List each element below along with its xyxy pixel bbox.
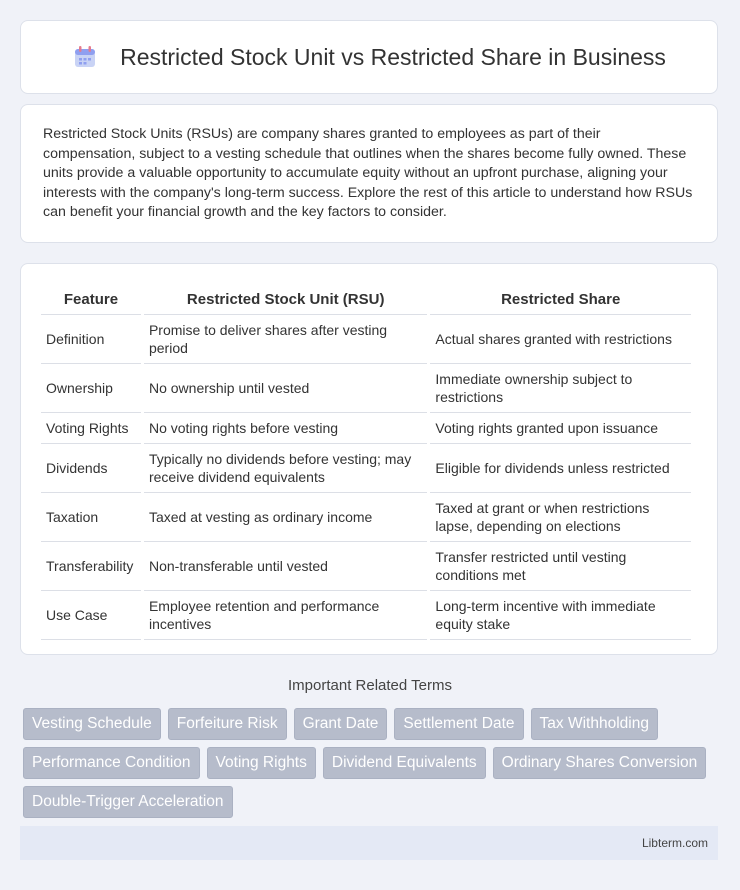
rsu-cell: Promise to deliver shares after vesting period <box>144 315 427 364</box>
feature-cell: Definition <box>41 315 141 364</box>
restricted-share-cell: Eligible for dividends unless restricted <box>430 444 691 493</box>
header-restricted-share: Restricted Share <box>430 282 691 315</box>
restricted-share-cell: Taxed at grant or when restrictions lapse, depending on elections <box>430 493 691 542</box>
term-tag[interactable]: Forfeiture Risk <box>168 708 287 740</box>
restricted-share-cell: Long-term incentive with immediate equity stake <box>430 591 691 640</box>
term-tag[interactable]: Grant Date <box>294 708 388 740</box>
intro-card <box>20 104 718 243</box>
rsu-cell: Typically no dividends before vesting; may receive dividend equivalents <box>144 444 427 493</box>
calendar-icon <box>72 44 98 70</box>
feature-cell: Voting Rights <box>41 413 141 444</box>
feature-cell: Use Case <box>41 591 141 640</box>
term-tag[interactable]: Dividend Equivalents <box>323 747 486 779</box>
table-row <box>41 413 691 444</box>
term-tag[interactable]: Performance Condition <box>23 747 200 779</box>
header-rsu: Restricted Stock Unit (RSU) <box>144 282 427 315</box>
term-tag[interactable]: Ordinary Shares Conversion <box>493 747 707 779</box>
footer-site-link[interactable]: Libterm.com <box>641 836 708 850</box>
table-row <box>41 315 691 364</box>
table-row <box>41 591 691 640</box>
feature-cell: Dividends <box>41 444 141 493</box>
rsu-cell: Employee retention and performance incentives <box>144 591 427 640</box>
rsu-cell: Taxed at vesting as ordinary income <box>144 493 427 542</box>
table-row <box>41 444 691 493</box>
intro-text: Restricted Stock Units (RSUs) are company shares granted to employees as part of their compensation, subject to a vesting schedule that outlines when the shares become fully owned. These units provide a valuable opportunity to accumulate equity without an upfront purchase, aligning your interests with the company's long-term success. Explore the rest of this article to understand how RSUs can benefit your financial growth and the key factors to consider. <box>43 126 693 220</box>
term-tag[interactable]: Vesting Schedule <box>23 708 161 740</box>
restricted-share-cell: Immediate ownership subject to restrictions <box>430 364 691 413</box>
table-row <box>41 542 691 591</box>
header-feature: Feature <box>41 282 141 315</box>
table-row <box>41 364 691 413</box>
feature-cell: Taxation <box>41 493 141 542</box>
page-title: Restricted Stock Unit vs Restricted Share in Business <box>120 43 666 70</box>
related-terms-heading: Important Related Terms <box>288 677 452 694</box>
term-tag[interactable]: Settlement Date <box>394 708 523 740</box>
related-terms-list <box>23 708 723 818</box>
rsu-cell: No voting rights before vesting <box>144 413 427 444</box>
rsu-cell: Non-transferable until vested <box>144 542 427 591</box>
term-tag[interactable]: Tax Withholding <box>531 708 658 740</box>
feature-cell: Transferability <box>41 542 141 591</box>
restricted-share-cell: Voting rights granted upon issuance <box>430 413 691 444</box>
title-card <box>20 20 718 94</box>
term-tag[interactable]: Double-Trigger Acceleration <box>23 786 233 818</box>
footer <box>20 826 718 860</box>
restricted-share-cell: Transfer restricted until vesting conditions met <box>430 542 691 591</box>
rsu-cell: No ownership until vested <box>144 364 427 413</box>
table-row <box>41 493 691 542</box>
restricted-share-cell: Actual shares granted with restrictions <box>430 315 691 364</box>
comparison-table-card <box>20 263 718 655</box>
comparison-table <box>38 282 694 640</box>
term-tag[interactable]: Voting Rights <box>207 747 316 779</box>
feature-cell: Ownership <box>41 364 141 413</box>
table-header-row <box>41 282 691 315</box>
